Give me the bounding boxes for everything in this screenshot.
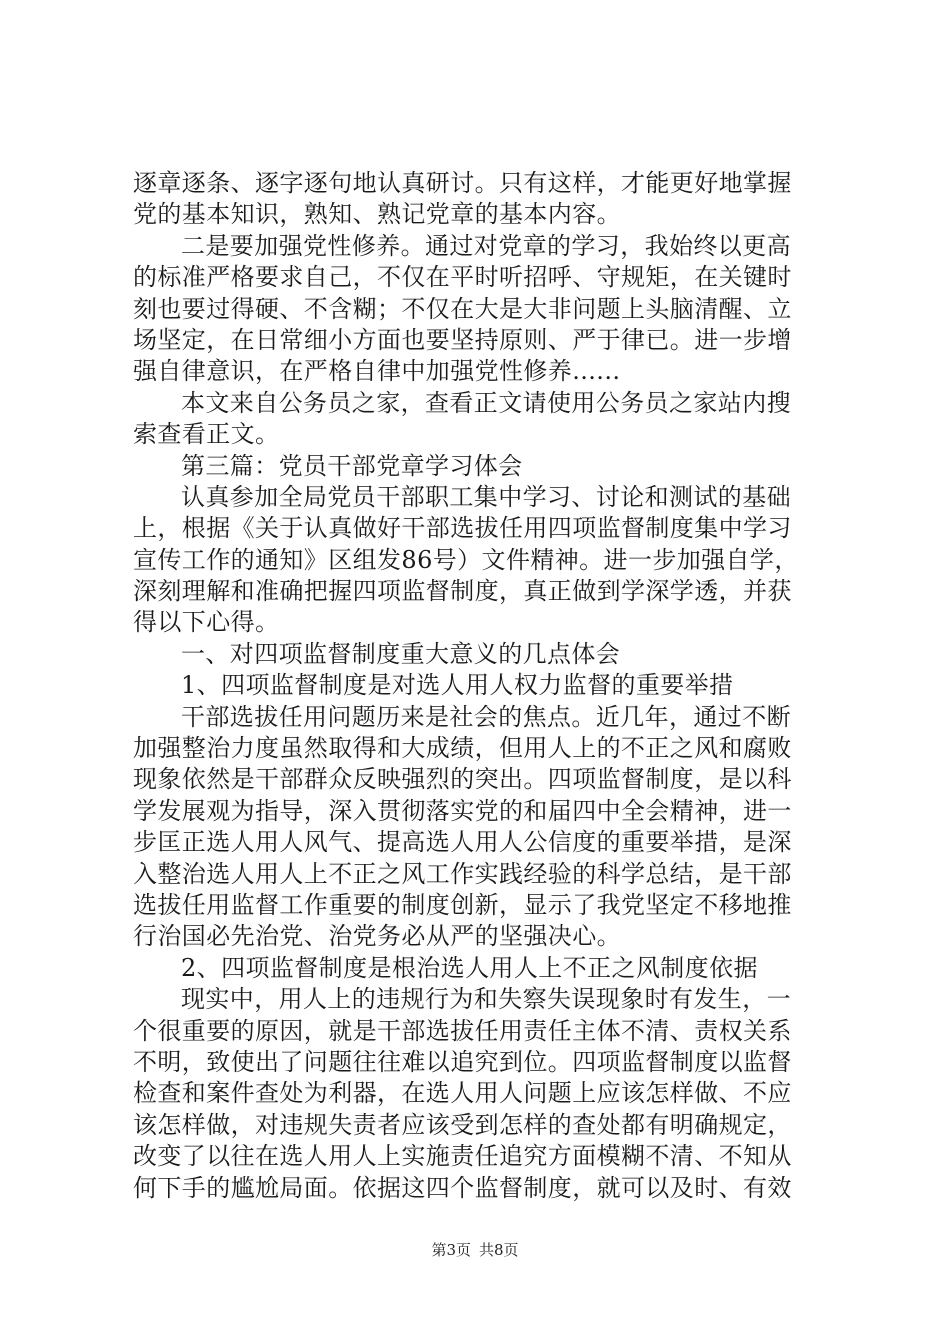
text-line: 加强整治力度虽然取得和大成绩，但用人上的不正之风和腐败 (133, 734, 792, 763)
text-line: 行治国必先治党、治党务必从严的坚强决心。 (133, 922, 621, 951)
document-body (133, 168, 833, 1204)
text-line: 改变了以往在选人用人上实施责任追究方面模糊不清、不知从 (133, 1142, 792, 1171)
text-line: 个很重要的原因，就是干部选拔任用责任主体不清、责权关系 (133, 1016, 792, 1045)
current-page-number: 第3页 (431, 1241, 471, 1259)
text-line: 宣传工作的通知》区组发86号）文件精神。进一步加强自学， (133, 545, 799, 574)
text-line: 本文来自公务员之家，查看正文请使用公务员之家站内搜 (181, 388, 791, 417)
text-line: 该怎样做，对违规失责者应该受到怎样的查处都有明确规定， (133, 1110, 792, 1139)
subheading: 一、对四项监督制度重大意义的几点体会 (181, 639, 621, 668)
text-line: 检查和案件查处为利器，在选人用人问题上应该怎样做、不应 (133, 1079, 792, 1108)
page-footer (0, 1240, 950, 1260)
text-line: 选拔任用监督工作重要的制度创新，显示了我党坚定不移地推 (133, 890, 792, 919)
text-line: 入整治选人用人上不正之风工作实践经验的科学总结，是干部 (133, 859, 792, 888)
text-line: 何下手的尴尬局面。依据这四个监督制度，就可以及时、有效 (133, 1173, 792, 1202)
text-line: 得以下心得。 (133, 608, 280, 637)
subheading: 1、四项监督制度是对选人用人权力监督的重要举措 (181, 671, 734, 700)
subheading: 2、四项监督制度是根治选人用人上不正之风制度依据 (181, 953, 758, 982)
text-line: 学发展观为指导，深入贯彻落实党的和届四中全会精神，进一 (133, 796, 792, 825)
text-line: 现象依然是干部群众反映强烈的突出。四项监督制度，是以科 (133, 765, 792, 794)
text-line: 党的基本知识，熟知、熟记党章的基本内容。 (133, 200, 621, 229)
text-line: 认真参加全局党员干部职工集中学习、讨论和测试的基础 (181, 482, 791, 511)
total-page-count: 共8页 (479, 1241, 519, 1259)
section-heading: 第三篇：党员干部党章学习体会 (181, 451, 523, 480)
text-line: 索查看正文。 (133, 420, 280, 449)
text-line: 步匡正选人用人风气、提高选人用人公信度的重要举措，是深 (133, 828, 792, 857)
text-line: 上，根据《关于认真做好干部选拔任用四项监督制度集中学习 (133, 514, 792, 543)
text-line: 刻也要过得硬、不含糊；不仅在大是大非问题上头脑清醒、立 (133, 294, 792, 323)
text-line: 干部选拔任用问题历来是社会的焦点。近几年，通过不断 (181, 702, 791, 731)
text-line: 场坚定，在日常细小方面也要坚持原则、严于律已。进一步增 (133, 325, 792, 354)
text-line: 逐章逐条、逐字逐句地认真研讨。只有这样，才能更好地掌握 (133, 169, 792, 197)
text-line: 不明，致使出了问题往往难以追究到位。四项监督制度以监督 (133, 1047, 792, 1076)
text-line: 二是要加强党性修养。通过对党章的学习，我始终以更高 (181, 231, 791, 260)
text-line: 的标准严格要求自己，不仅在平时听招呼、守规矩，在关键时 (133, 263, 792, 292)
text-line: 深刻理解和准确把握四项监督制度，真正做到学深学透，并获 (133, 577, 792, 606)
text-line: 现实中，用人上的违规行为和失察失误现象时有发生，一 (181, 985, 791, 1014)
text-line: 强自律意识，在严格自律中加强党性修养...... (133, 357, 621, 386)
